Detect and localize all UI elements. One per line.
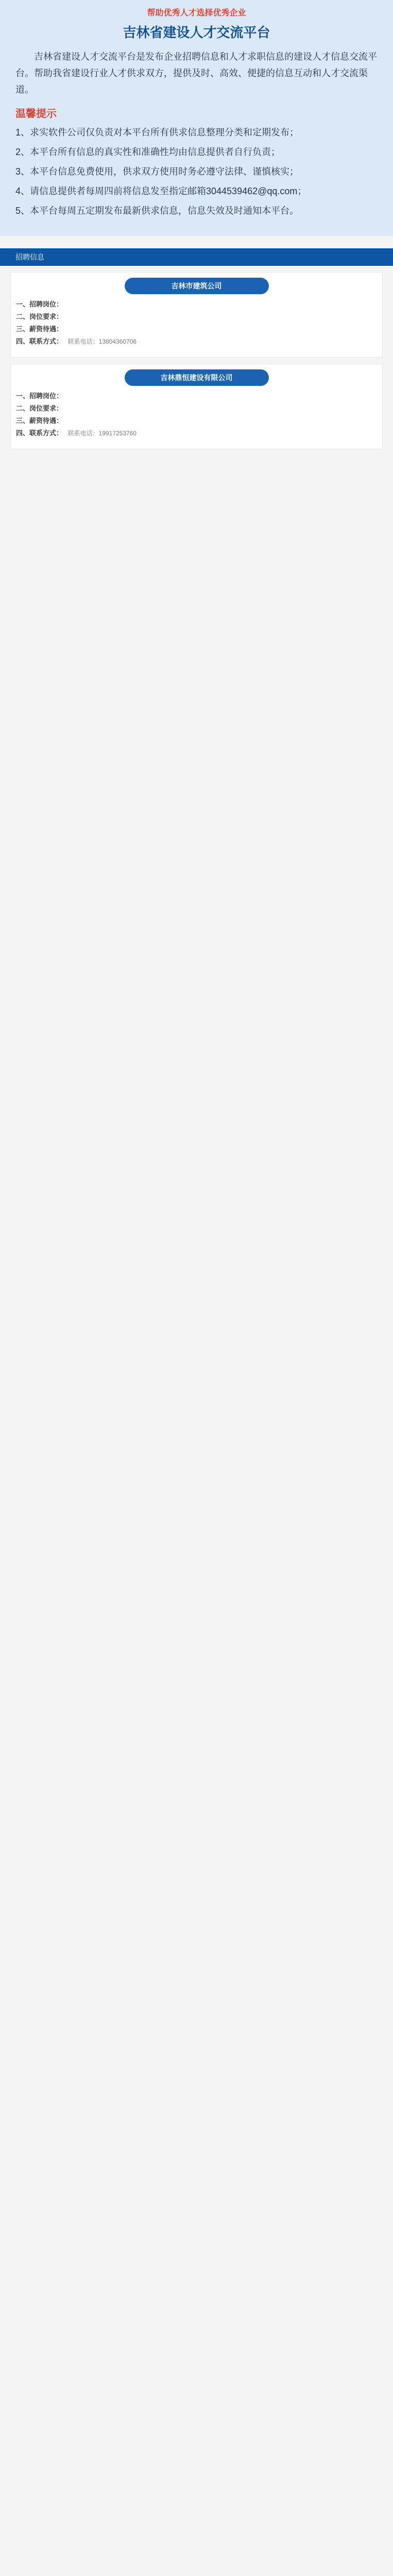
job-contact-line-2 — [16, 428, 377, 438]
company-name-2: 吉林鼎恒建设有限公司 — [125, 369, 269, 386]
job-salary-label-2: 三、薪资待遇： — [16, 417, 63, 425]
job-phone-2: 联系电话：19917253760 — [67, 430, 137, 437]
hero-headline: 吉林省建设人才交流平台 — [123, 25, 270, 40]
hero-intro: 吉林省建设人才交流平台是发布企业招聘信息和人才求职信息的建设人才信息交流平台。帮助我省建设行业人才供求双方，提供及时、高效、便捷的信息互动和人才交流渠道。 — [15, 52, 377, 95]
company-card-2 — [10, 364, 383, 449]
company-name-1: 吉林市建筑公司 — [125, 278, 269, 294]
job-salary-label: 三、薪资待遇： — [16, 325, 63, 333]
job-req-label: 二、岗位要求： — [16, 313, 63, 320]
job-phone: 联系电话：13804360706 — [67, 338, 137, 345]
recruit-section-bar — [0, 248, 393, 266]
job-req-line-2 — [16, 403, 377, 414]
company-card-1 — [10, 272, 383, 358]
job-req-label-2: 二、岗位要求： — [16, 404, 63, 412]
job-title-line — [16, 299, 377, 310]
tip-4: 4、请信息提供者每周四前将信息发至指定邮箱3044539462@qq.com； — [15, 186, 307, 196]
section-icon — [6, 254, 12, 260]
tips-title: 温馨提示 — [15, 108, 57, 120]
job-title-label: 一、招聘岗位： — [16, 300, 63, 308]
page — [0, 0, 393, 455]
job-salary-line — [16, 324, 377, 334]
job-contact-label: 四、联系方式： — [16, 337, 63, 345]
tip-5: 5、本平台每周五定期发布最新供求信息，信息失效及时通知本平台。 — [15, 206, 299, 216]
job-contact-label-2: 四、联系方式： — [16, 429, 63, 437]
hero-eyebrow: 帮助优秀人才选择优秀企业 — [147, 9, 246, 18]
hero — [0, 0, 393, 236]
job-req-line — [16, 312, 377, 322]
job-title-line-2 — [16, 391, 377, 401]
tip-3: 3、本平台信息免费使用，供求双方使用时务必遵守法律、谨慎核实； — [15, 166, 299, 177]
tip-1: 1、求实软件公司仅负责对本平台所有供求信息整理分类和定期发布； — [15, 127, 299, 138]
section-title: 招聘信息 — [15, 253, 44, 261]
job-contact-line — [16, 336, 377, 347]
job-title-label-2: 一、招聘岗位： — [16, 392, 63, 400]
tip-2: 2、本平台所有信息的真实性和准确性均由信息提供者自行负责； — [15, 147, 281, 157]
job-salary-line-2 — [16, 416, 377, 426]
